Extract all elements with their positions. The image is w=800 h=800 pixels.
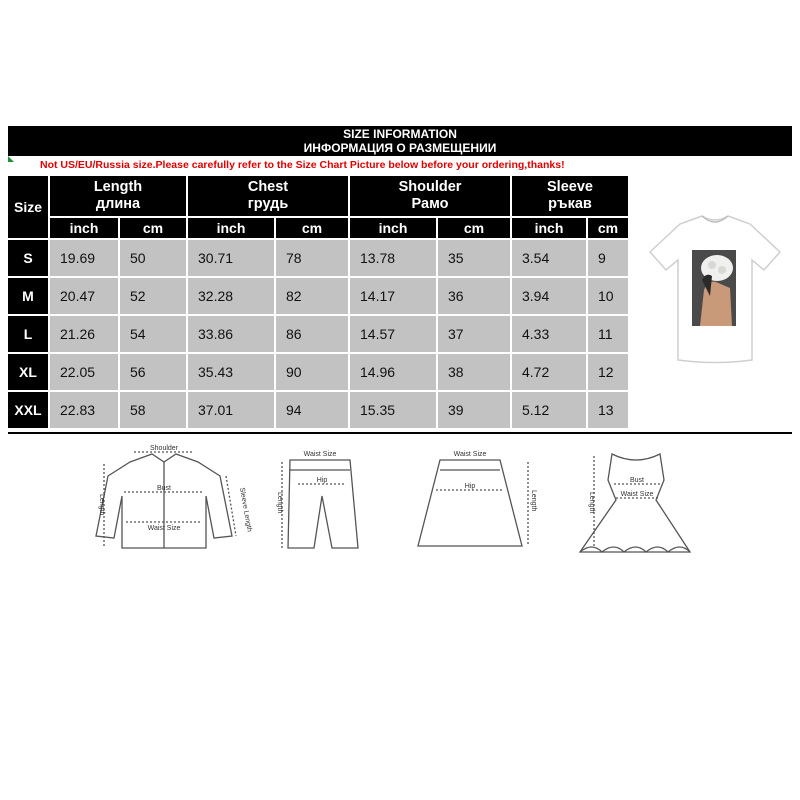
table-cell: 3.54 xyxy=(512,240,586,276)
unit-header-sleeve-cm: cm xyxy=(588,218,628,238)
unit-header-shoulder-cm: cm xyxy=(438,218,510,238)
shirt-sleeve-label: Sleeve Length xyxy=(238,487,253,533)
table-cell: 20.47 xyxy=(50,278,118,314)
table-bottom-border xyxy=(8,432,792,434)
group-header-sleeve xyxy=(512,176,628,216)
table-cell: 14.57 xyxy=(350,316,436,352)
table-cell: 82 xyxy=(276,278,348,314)
table-cell: 14.96 xyxy=(350,354,436,390)
header-title: SIZE INFORMATION xyxy=(343,127,457,141)
table-cell: 35.43 xyxy=(188,354,274,390)
header-subtitle: ИНФОРМАЦИЯ О РАЗМЕЩЕНИИ xyxy=(303,141,497,155)
group-header-shoulder xyxy=(350,176,510,216)
tshirt-product-image xyxy=(640,210,790,370)
size-notice: Not US/EU/Russia size.Please carefully refer to the Size Chart Picture below before your ordering,thanks! xyxy=(40,159,565,171)
table-cell: 4.33 xyxy=(512,316,586,352)
table-cell: 86 xyxy=(276,316,348,352)
dress-waist-label: Waist Size xyxy=(620,491,654,498)
table-cell: 38 xyxy=(438,354,510,390)
group-header-name-ru: длина xyxy=(95,196,141,212)
table-cell: 32.28 xyxy=(188,278,274,314)
table-cell: 94 xyxy=(276,392,348,428)
pants-length-label: Length xyxy=(276,492,283,514)
table-cell: 22.05 xyxy=(50,354,118,390)
table-cell: 3.94 xyxy=(512,278,586,314)
size-information-header xyxy=(8,126,792,156)
table-cell: 21.26 xyxy=(50,316,118,352)
table-cell: 30.71 xyxy=(188,240,274,276)
table-cell: 15.35 xyxy=(350,392,436,428)
table-cell: 54 xyxy=(120,316,186,352)
size-label-s: S xyxy=(8,240,48,276)
table-cell: 78 xyxy=(276,240,348,276)
table-cell: 9 xyxy=(588,240,628,276)
table-cell: 14.17 xyxy=(350,278,436,314)
table-cell: 37.01 xyxy=(188,392,274,428)
table-cell: 90 xyxy=(276,354,348,390)
unit-header-chest-cm: cm xyxy=(276,218,348,238)
table-cell: 10 xyxy=(588,278,628,314)
table-cell: 13 xyxy=(588,392,628,428)
group-header-name: Shoulder xyxy=(398,179,462,195)
table-cell: 36 xyxy=(438,278,510,314)
table-cell: 58 xyxy=(120,392,186,428)
group-header-name: Length xyxy=(93,179,143,195)
table-cell: 5.12 xyxy=(512,392,586,428)
unit-header-length-inch: inch xyxy=(50,218,118,238)
measurement-diagrams xyxy=(0,440,800,580)
table-cell: 33.86 xyxy=(188,316,274,352)
group-header-length xyxy=(50,176,186,216)
pants-hip-label: Hip xyxy=(316,477,328,484)
table-cell: 13.78 xyxy=(350,240,436,276)
size-column-header: Size xyxy=(8,176,48,238)
unit-header-shoulder-inch: inch xyxy=(350,218,436,238)
table-cell: 50 xyxy=(120,240,186,276)
group-header-name: Chest xyxy=(247,179,289,195)
shirt-length-label: Length xyxy=(98,494,105,516)
size-label-l: L xyxy=(8,316,48,352)
group-header-name-ru: Рамо xyxy=(411,196,449,212)
table-cell: 11 xyxy=(588,316,628,352)
table-cell: 37 xyxy=(438,316,510,352)
group-header-name-ru: грудь xyxy=(247,196,289,212)
skirt-hip-label: Hip xyxy=(464,483,476,490)
shirt-waist-label: Waist Size xyxy=(147,525,181,532)
unit-header-length-cm: cm xyxy=(120,218,186,238)
green-corner-mark xyxy=(8,156,14,162)
dress-diagram xyxy=(580,454,690,552)
unit-header-chest-inch: inch xyxy=(188,218,274,238)
table-cell: 19.69 xyxy=(50,240,118,276)
table-cell: 56 xyxy=(120,354,186,390)
shirt-diagram xyxy=(96,452,236,548)
dress-bust-label: Bust xyxy=(629,477,645,484)
table-cell: 35 xyxy=(438,240,510,276)
unit-header-sleeve-inch: inch xyxy=(512,218,586,238)
skirt-diagram xyxy=(418,460,528,546)
group-header-chest xyxy=(188,176,348,216)
dress-length-label: Length xyxy=(588,492,595,514)
shirt-shoulder-label: Shoulder xyxy=(149,445,179,452)
skirt-waist-label: Waist Size xyxy=(453,451,487,458)
pants-waist-label: Waist Size xyxy=(303,451,337,458)
group-header-name: Sleeve xyxy=(547,179,593,195)
table-cell: 39 xyxy=(438,392,510,428)
size-label-m: M xyxy=(8,278,48,314)
pants-diagram xyxy=(282,460,358,548)
group-header-name-ru: ръкав xyxy=(548,196,592,212)
size-label-xl: XL xyxy=(8,354,48,390)
table-cell: 52 xyxy=(120,278,186,314)
table-cell: 22.83 xyxy=(50,392,118,428)
skirt-length-label: Length xyxy=(530,490,537,512)
table-cell: 4.72 xyxy=(512,354,586,390)
table-cell: 12 xyxy=(588,354,628,390)
shirt-bust-label: Bust xyxy=(156,485,172,492)
size-label-xxl: XXL xyxy=(8,392,48,428)
